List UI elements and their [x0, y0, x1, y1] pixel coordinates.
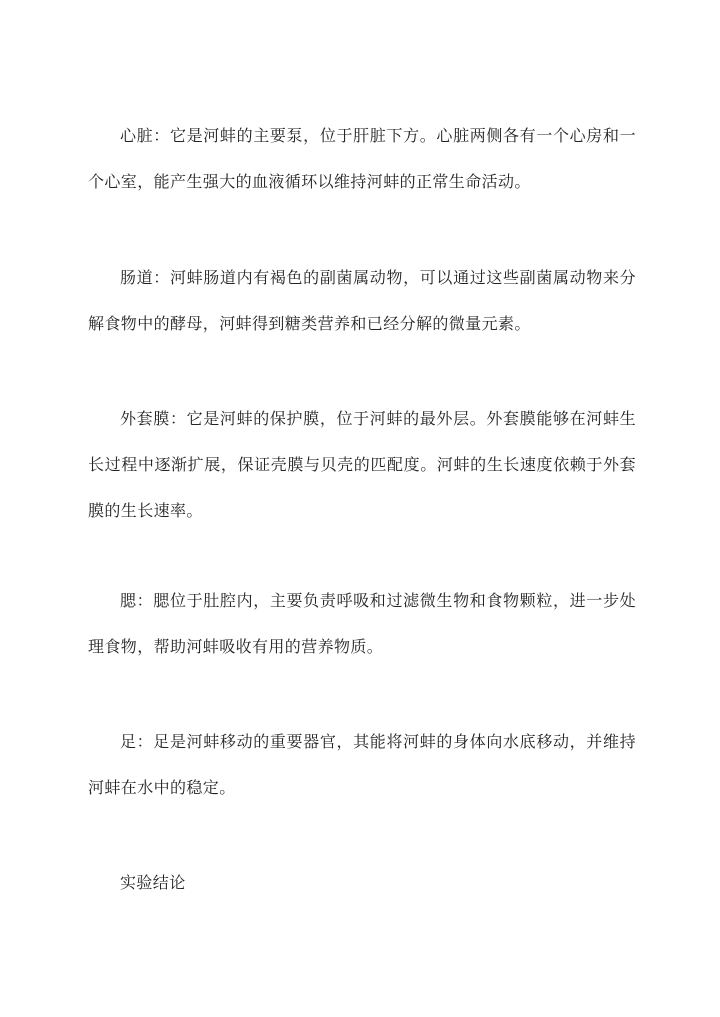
section-heading-conclusion: 实验结论	[120, 873, 186, 892]
paragraph-gill: 腮：腮位于肚腔内，主要负责呼吸和过滤微生物和食物颗粒，进一步处理食物，帮助河蚌吸收有用的营养物质。	[88, 591, 636, 656]
paragraph-foot: 足：足是河蚌移动的重要器官，其能将河蚌的身体向水底移动，并维持河蚌在水中的稳定。	[88, 732, 636, 797]
paragraph-heart: 心脏：它是河蚌的主要泵，位于肝脏下方。心脏两侧各有一个心房和一个心室，能产生强大的血液循环以维持河蚌的正常生命活动。	[88, 126, 636, 191]
paragraph-mantle: 外套膜：它是河蚌的保护膜，位于河蚌的最外层。外套膜能够在河蚌生长过程中逐渐扩展，保证壳膜与贝壳的匹配度。河蚌的生长速度依赖于外套膜的生长速率。	[88, 409, 636, 520]
paragraph-intestine: 肠道：河蚌肠道内有褐色的副菌属动物，可以通过这些副菌属动物来分解食物中的酵母，河蚌得到糖类营养和已经分解的微量元素。	[88, 268, 636, 333]
